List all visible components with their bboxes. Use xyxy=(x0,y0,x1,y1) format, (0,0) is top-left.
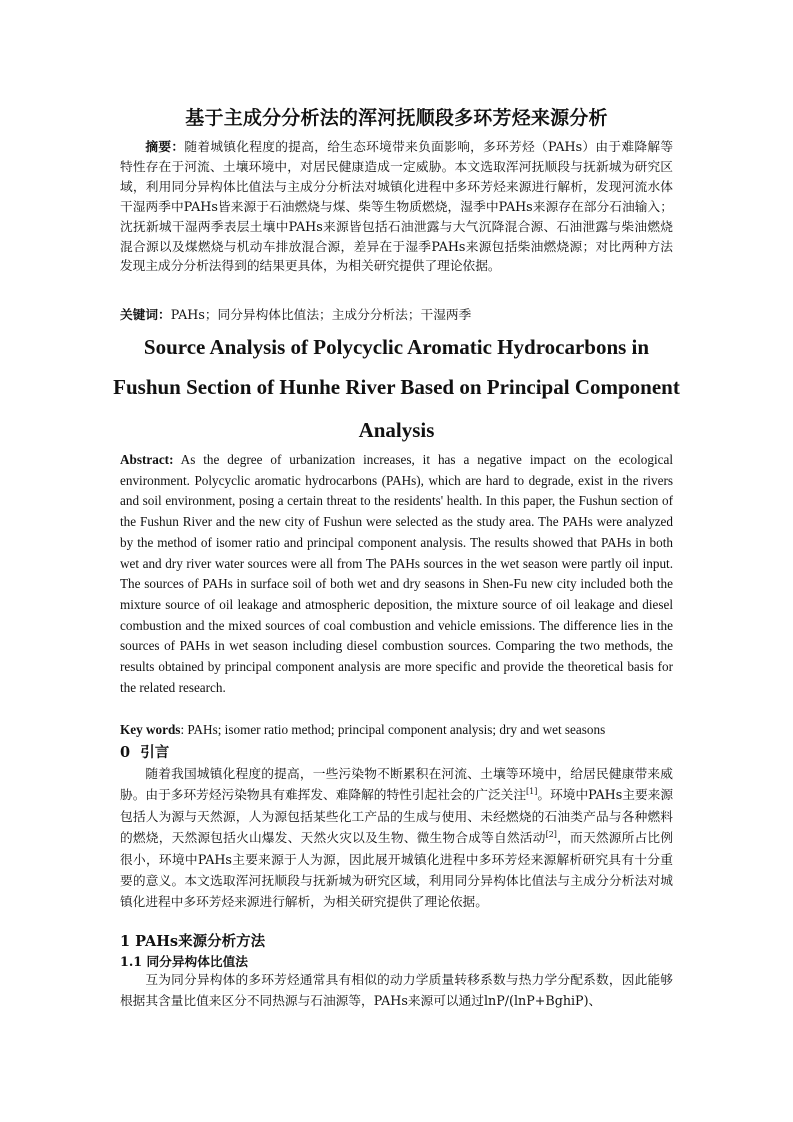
english-abstract-label: Abstract: xyxy=(120,452,174,467)
chinese-keywords-label: 关键词： xyxy=(120,307,171,322)
english-keywords xyxy=(120,720,673,740)
introduction-paragraph xyxy=(120,763,673,913)
intro-text-1: 随着我国城镇化程度的提高，一些污染物不断累积在河流、土壤等环境中，给居民健康带来威胁。由于多环芳烃污染物具有难挥发、难降解的特性引起社会的广泛关注 xyxy=(120,766,673,803)
chinese-abstract xyxy=(120,137,673,276)
english-keywords-label: Key words xyxy=(120,722,181,737)
section-0-number: 0 xyxy=(120,744,131,761)
section-1-1-paragraph: 互为同分异构体的多环芳烃通常具有相似的动力学质量转移系数与热力学分配系数，因此能够根据其含量比值来区分不同热源与石油源等，PAHs来源可以通过lnP/(lnP+BghiP)、 xyxy=(120,972,673,1009)
section-1-heading: 1 PAHs来源分析方法 xyxy=(120,933,266,950)
intro-text-3: ，而天然源所占比例很小，环境中PAHs主要来源于人为源，因此展开城镇化进程中多环芳烃来源解析研究具有十分重要的意义。本文选取浑河抚顺段与抚新城为研究区域，利用同分异构体比值法与主成分分析法对城镇化进程中多环芳烃来源进行解析，为相关研究提供了理论依据。 xyxy=(120,830,674,910)
citation-2[interactable]: [2] xyxy=(545,829,557,839)
section-0-title: 引言 xyxy=(140,744,170,761)
chinese-keywords-text: PAHs；同分异构体比值法；主成分分析法；干湿两季 xyxy=(170,307,472,322)
chinese-abstract-label: 摘要： xyxy=(145,139,185,154)
english-title-line-2: Fushun Section of Hunhe River Based on Principal Component xyxy=(113,375,680,399)
english-abstract-text: As the degree of urbanization increases, it has a negative impact on the ecological environment. Polycyclic aromatic hydrocarbons (PAHs), which are hard to degrade, exist in the rivers and soil environment, posing a certain threat to the residents' health. In this paper, the Fushun section of the Fushun River and the new city of Fushun were selected as the study area. The PAHs were analyzed by the method of isomer ratio and principal component analysis. The results showed that PAHs in both wet and dry river water sources were all from The PAHs sources in the wet season were partly oil input. The sources of PAHs in surface soil of both wet and dry seasons in Shen-Fu new city included both the mixture source of oil leakage and atmospheric deposition, the mixture source of oil leakage and diesel combustion and the mixed sources of coal combustion and vehicle emissions. The difference lies in the sources of PAHs in wet season including diesel combustion sources. Comparing the two methods, the results obtained by principal component analysis are more specific and provide the theoretical basis for the related research. xyxy=(120,452,673,695)
english-abstract xyxy=(120,450,673,698)
chinese-abstract-text: 随着城镇化程度的提高，给生态环境带来负面影响，多环芳烃（PAHs）由于难降解等特性存在于河流、土壤环境中，对居民健康造成一定威胁。本文选取浑河抚顺段与抚新城为研究区域，利用同分异构体比值法与主成分分析法对城镇化进程中多环芳烃来源进行解析，发现河流水体干湿两季中PAHs皆来源于石油燃烧与煤、柴等生物质燃烧，湿季中PAHs来源存在部分石油输入；沈抚新城干湿两季表层土壤中PAHs来源皆包括石油泄露与大气沉降混合源、石油泄露与柴油燃烧混合源以及煤燃烧与机动车排放混合源，差异在于湿季PAHs来源包括柴油燃烧源；对比两种方法发现主成分分析法得到的结果更具体，为相关研究提供了理论依据。 xyxy=(120,139,674,274)
section-0-heading xyxy=(120,741,169,762)
english-title-line-1: Source Analysis of Polycyclic Aromatic Hydrocarbons in xyxy=(143,335,650,359)
english-keywords-text: : PAHs; isomer ratio method; principal component analysis; dry and wet seasons xyxy=(180,722,606,737)
english-title-line-3: Analysis xyxy=(358,418,435,442)
chinese-keywords xyxy=(120,305,673,325)
section-1-1-heading: 1.1 同分异构体比值法 xyxy=(120,954,248,969)
intro-text-2: 。环境中PAHs主要来源包括人为源与天然源，人为源包括某些化工产品的生成与使用、未经燃烧的石油类产品与各种燃料的燃烧，天然源包括火山爆发、天然火灾以及生物、微生物合成等自然活动 xyxy=(120,787,674,846)
citation-1[interactable]: [1] xyxy=(526,787,538,797)
chinese-title: 基于主成分分析法的浑河抚顺段多环芳烃来源分析 xyxy=(185,107,608,129)
